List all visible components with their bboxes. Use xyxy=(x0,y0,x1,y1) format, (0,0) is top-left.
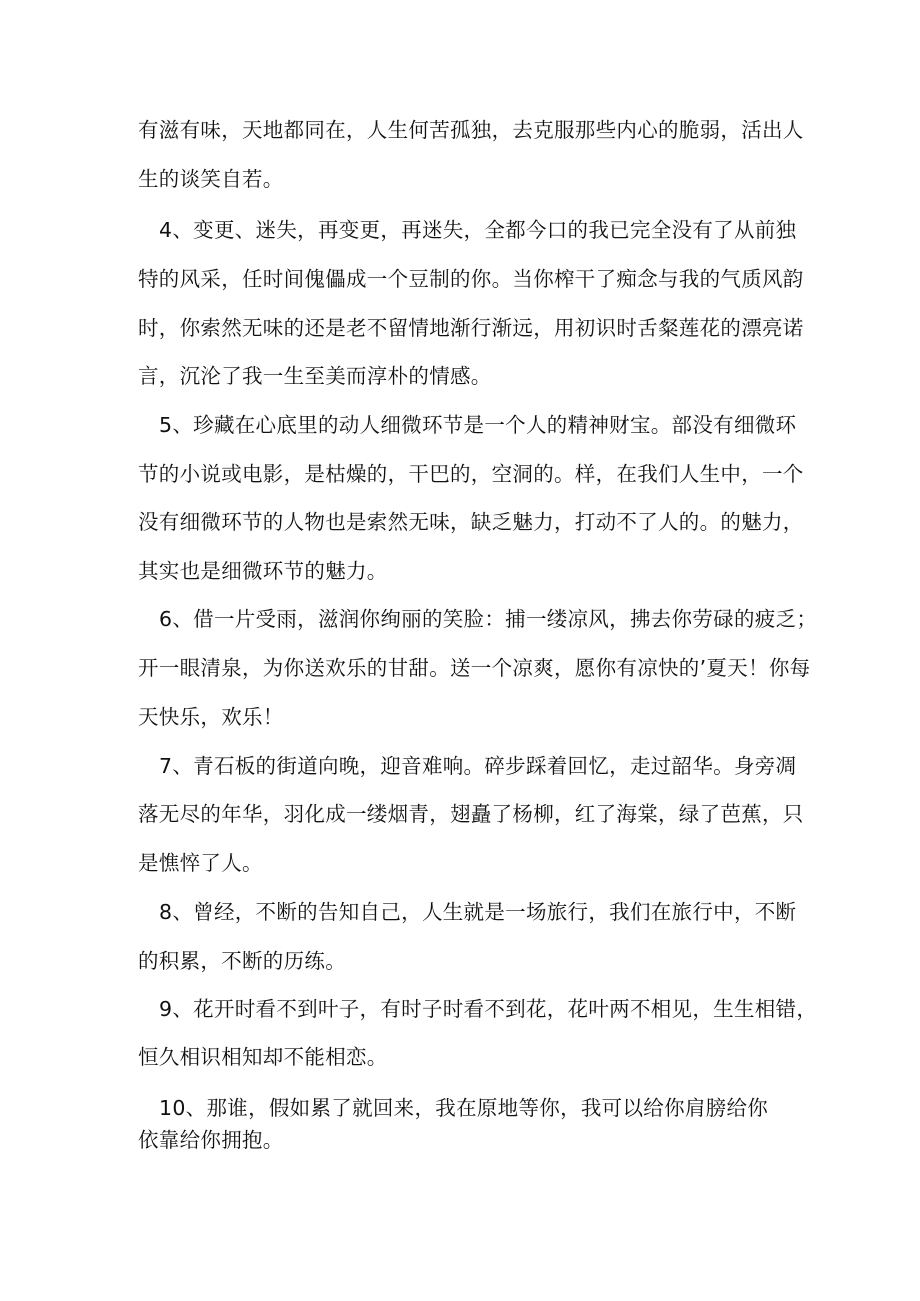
text-line: 7、青石板的街道向晚，迎音难响。碎步踩着回忆，走过韶华。身旁凋 xyxy=(159,754,797,778)
text-line: 5、珍藏在心底里的动人细微环节是一个人的精神财宝。部没有细微环 xyxy=(159,413,797,437)
text-line: 言，沉沦了我一生至美而淳朴的情感。 xyxy=(138,364,492,388)
text-line: 天快乐，欢乐！ xyxy=(138,705,284,729)
text-line: 依靠给你拥抱。 xyxy=(138,1128,284,1152)
text-line: 9、花开时看不到叶子，有时子时看不到花，花叶两不相见，生生相错， xyxy=(159,997,818,1021)
text-line: 的积累，不断的历练。 xyxy=(138,949,346,973)
text-line: 没有细微环节的人物也是索然无味，缺乏魅力，打动不了人的。的魅力， xyxy=(138,510,804,534)
text-line: 时，你索然无味的还是老不留情地渐行渐远，用初识时舌粲莲花的漂亮诺 xyxy=(138,316,804,340)
text-line: 其实也是细微环节的魅力。 xyxy=(138,559,388,583)
text-line: 恒久相识相知却不能相恋。 xyxy=(138,1045,388,1069)
text-line: 开一眼清泉，为你送欢乐的甘甜。送一个凉爽，愿你有凉快的’夏天！你每 xyxy=(138,656,811,680)
text-line: 4、变更、迷失，再变更，再迷失，全都今口的我已完全没有了从前独 xyxy=(159,218,797,242)
text-line: 生的谈笑自若。 xyxy=(138,167,284,191)
text-line: 特的风采，任时间傀儡成一个豆制的你。当你榨干了痴念与我的气质风韵 xyxy=(138,267,804,291)
text-line: 有滋有味，天地都同在，人生何苦孤独，去克服那些内心的脆弱，活出人 xyxy=(138,118,804,142)
text-line: 落无尽的年华，羽化成一缕烟青，翅矗了杨柳，红了海棠，绿了芭蕉，只 xyxy=(138,802,804,826)
text-line: 6、借一片受雨，滋润你绚丽的笑脸：捕一缕凉风，拂去你劳碌的疲乏； xyxy=(159,607,818,631)
text-line: 8、曾经，不断的告知自己，人生就是一场旅行，我们在旅行中，不断 xyxy=(159,900,797,924)
text-line: 节的小说或电影，是枯燥的，干巴的，空洞的。样，在我们人生中，一个 xyxy=(138,462,804,486)
text-line: 10、那谁，假如累了就回来，我在原地等你，我可以给你肩膀给你 xyxy=(159,1096,769,1120)
text-line: 是憔悴了人。 xyxy=(138,851,263,875)
